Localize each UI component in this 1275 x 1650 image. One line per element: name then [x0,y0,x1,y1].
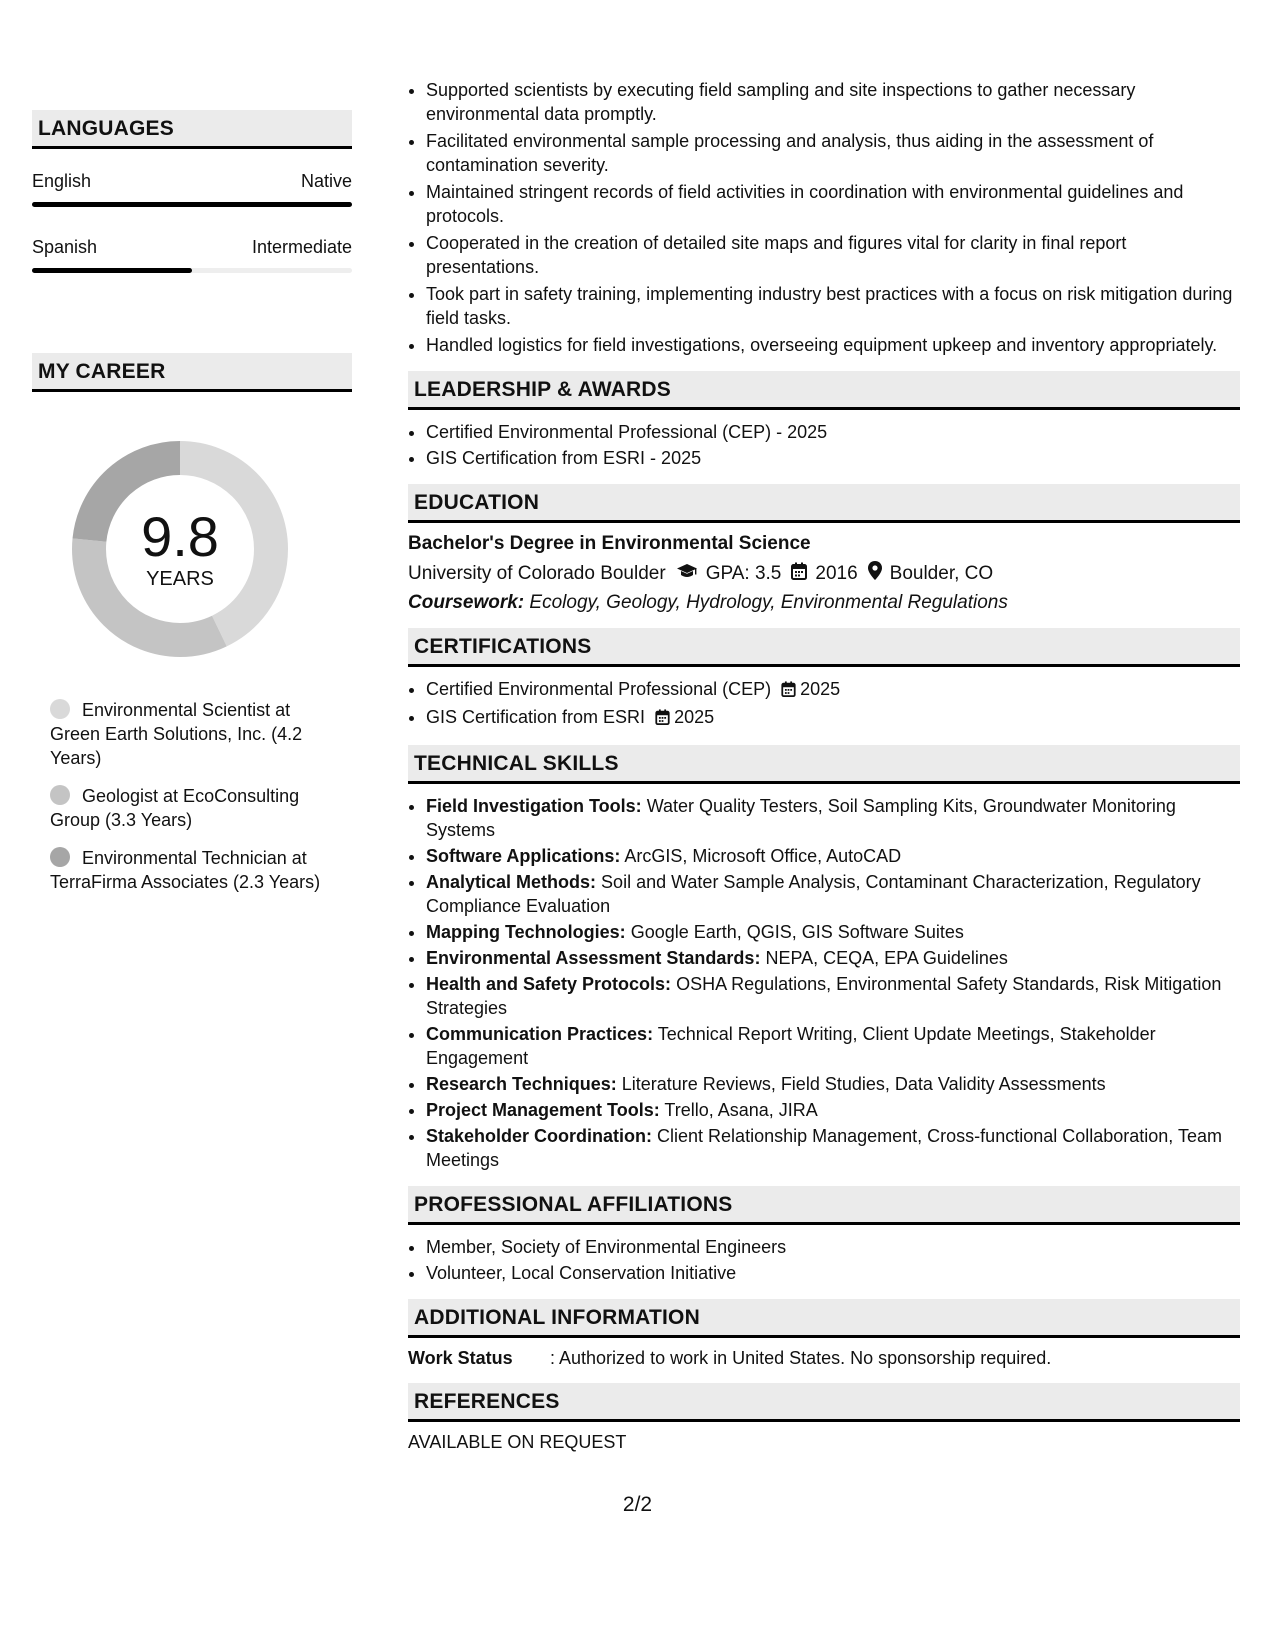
language-bar-fill [32,268,192,273]
skill-label: Stakeholder Coordination: [426,1126,653,1146]
skill-value: Literature Reviews, Field Studies, Data Validity Assessments [621,1074,1106,1094]
language-level: Native [300,171,352,191]
education-heading: EDUCATION [408,484,1240,523]
skill-item [426,870,1240,918]
language-level: Intermediate [251,237,352,257]
coursework-label: Coursework: [408,592,525,613]
skill-value: Water Quality Testers, Soil Sampling Kits, Groundwater Monitoring Systems [426,796,1176,840]
calendar-icon [791,562,807,586]
list-item: • Member, Society of Environmental Engineers [426,1235,1240,1259]
affiliations-heading: PROFESSIONAL AFFILIATIONS [408,1186,1240,1225]
career-legend-label: Environmental Technician at TerraFirma Associates (2.3 Years) [50,848,321,892]
skill-item [426,794,1240,842]
skill-item [426,946,1240,970]
career-heading: MY CAREER [32,353,352,392]
list-item: • Maintained stringent records of field activities in coordination with environmental guidelines and protocols. [426,180,1240,228]
skill-value: Technical Report Writing, Client Update Meetings, Stakeholder Engagement [426,1024,1156,1068]
skill-value: Google Earth, QGIS, GIS Software Suites [630,922,964,942]
legend-dot [50,699,70,719]
career-legend-label: Geologist at EcoConsulting Group (3.3 Years) [50,786,300,830]
calendar-icon [781,679,796,703]
references-text: AVAILABLE ON REQUEST [408,1432,627,1452]
languages-heading: LANGUAGES [32,110,352,149]
certification-year: 2025 [674,707,715,727]
career-years-unit: YEARS [146,567,214,590]
certification-name: Certified Environmental Professional (CEP) [426,679,772,699]
skill-item [426,920,1240,944]
donut-center [65,434,295,664]
skill-label: Research Techniques: [426,1074,617,1094]
skill-item [426,844,1240,868]
additional-heading: ADDITIONAL INFORMATION [408,1299,1240,1338]
career-donut-chart [65,434,295,664]
education-details [408,561,1240,586]
leadership-list [408,420,1240,470]
gpa: GPA: 3.5 [705,562,782,584]
affiliations-list [408,1235,1240,1285]
sidebar [32,110,352,908]
school-name: University of Colorado Boulder [408,562,666,584]
language-row [32,237,352,258]
coursework [408,592,1240,614]
legend-dot [50,785,70,805]
skills-heading: TECHNICAL SKILLS [408,745,1240,784]
language-bar [32,202,352,207]
certification-item [426,705,1240,731]
degree-title: Bachelor's Degree in Environmental Science [408,533,811,554]
list-item: • Facilitated environmental sample processing and analysis, thus aiding in the assessment of contamination severity. [426,129,1240,177]
language-bar [32,268,352,273]
language-list [32,171,352,273]
work-status-value: : Authorized to work in United States. No sponsorship required. [550,1348,1052,1368]
certifications-heading: CERTIFICATIONS [408,628,1240,667]
skill-label: Analytical Methods: [426,872,597,892]
certification-year: 2025 [800,679,841,699]
list-item: • Volunteer, Local Conservation Initiative [426,1261,1240,1285]
skill-value: Client Relationship Management, Cross-functional Collaboration, Team Meetings [426,1126,1222,1170]
location-pin-icon [868,561,882,586]
certification-item [426,677,1240,703]
language-bar-fill [32,202,352,207]
skill-item [426,1098,1240,1122]
language-item [32,237,352,273]
skill-value: Soil and Water Sample Analysis, Contaminant Characterization, Regulatory Compliance Evaluation [426,872,1201,916]
skills-list [408,794,1240,1172]
skill-item [426,1072,1240,1096]
skill-label: Communication Practices: [426,1024,654,1044]
certifications-section [408,628,1240,731]
list-item: • Supported scientists by executing field sampling and site inspections to gather necessary environmental data promptly. [426,78,1240,126]
language-name: English [32,171,92,191]
career-total-years: 9.8 [141,504,219,568]
career-legend-label: Environmental Scientist at Green Earth Solutions, Inc. (4.2 Years) [50,700,303,768]
graduation-cap-icon [676,563,698,585]
skill-value: NEPA, CEQA, EPA Guidelines [765,948,1008,968]
skill-value: Trello, Asana, JIRA [664,1100,818,1120]
skill-label: Health and Safety Protocols: [426,974,672,994]
list-item: • Certified Environmental Professional (CEP) - 2025 [426,420,1240,444]
skills-section [408,745,1240,1172]
calendar-icon [655,707,670,731]
skill-label: Project Management Tools: [426,1100,660,1120]
skill-item [426,1124,1240,1172]
legend-dot [50,847,70,867]
graduation-year: 2016 [815,562,858,584]
leadership-section [408,371,1240,470]
skill-item [426,972,1240,1020]
skill-item [426,1022,1240,1070]
career-legend-item [50,698,330,770]
experience-bullets [408,78,1240,357]
additional-section [408,1299,1240,1369]
certification-name: GIS Certification from ESRI [426,707,646,727]
education-location: Boulder, CO [889,562,994,584]
language-name: Spanish [32,237,98,257]
skill-value: OSHA Regulations, Environmental Safety Standards, Risk Mitigation Strategies [426,974,1222,1018]
education-section [408,484,1240,614]
career-legend [50,698,330,894]
skill-label: Environmental Assessment Standards: [426,948,761,968]
list-item: • Cooperated in the creation of detailed site maps and figures vital for clarity in final report presentations. [426,231,1240,279]
work-status-row [408,1348,1240,1369]
certifications-list [408,677,1240,731]
list-item: • GIS Certification from ESRI - 2025 [426,446,1240,470]
leadership-heading: LEADERSHIP & AWARDS [408,371,1240,410]
language-row [32,171,352,192]
references-heading: REFERENCES [408,1383,1240,1422]
list-item: • Handled logistics for field investigations, overseeing equipment upkeep and inventory appropriately. [426,333,1240,357]
skill-label: Field Investigation Tools: [426,796,642,816]
skill-label: Mapping Technologies: [426,922,626,942]
affiliations-section [408,1186,1240,1285]
coursework-list: Ecology, Geology, Hydrology, Environmental Regulations [529,592,1008,613]
skill-value: ArcGIS, Microsoft Office, AutoCAD [624,846,902,866]
main-column [408,78,1240,1453]
list-item: • Took part in safety training, implementing industry best practices with a focus on risk mitigation during field tasks. [426,282,1240,330]
work-status-label: Work Status [408,1348,513,1368]
language-item [32,171,352,207]
career-legend-item [50,846,330,894]
references-section [408,1383,1240,1453]
career-legend-item [50,784,330,832]
page-number: 2/2 [622,1493,653,1516]
skill-label: Software Applications: [426,846,621,866]
